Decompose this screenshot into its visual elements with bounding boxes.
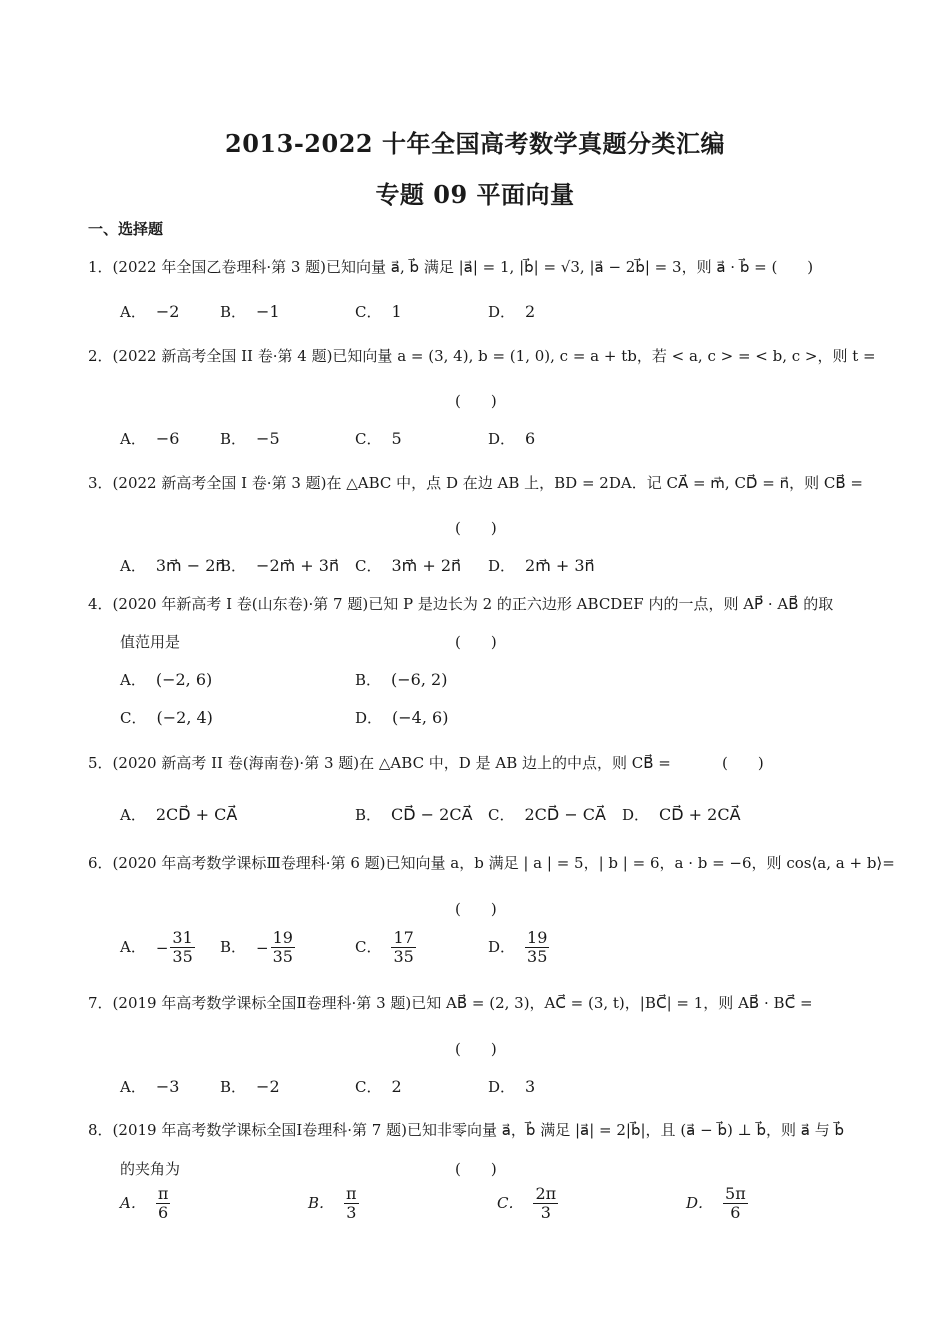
option-a <box>120 929 195 967</box>
minus-sign: − <box>155 938 169 957</box>
fraction-denominator: 6 <box>156 1203 171 1222</box>
option-c <box>355 301 402 322</box>
option-value: 2m⃗ + 3n⃗ <box>525 556 595 575</box>
option-c <box>488 804 606 825</box>
fraction-denominator: 3 <box>344 1203 359 1222</box>
fraction-denominator: 35 <box>393 947 414 967</box>
option-a <box>120 804 237 825</box>
option-value: 2CD⃗ + CA⃗ <box>155 805 238 824</box>
option-d <box>488 301 535 322</box>
question-text: 5．(2020 新高考 II 卷(海南卷)·第 3 题)在 △ABC 中，D 是 AB 边上的中点，则 CB⃗ = <box>88 754 671 772</box>
option-value: 3 <box>525 1077 536 1096</box>
option-value: 2 <box>525 302 536 321</box>
option-label: D． <box>488 937 516 956</box>
option-value: CD⃗ − 2CA⃗ <box>391 805 473 824</box>
option-value: (−2, 6) <box>155 670 213 689</box>
minus-sign: − <box>256 938 269 957</box>
option-b <box>308 1185 359 1223</box>
option-b <box>220 428 280 449</box>
option-label: C． <box>497 1193 524 1212</box>
option-value: (−4, 6) <box>392 708 449 727</box>
option-d <box>622 804 741 825</box>
option-d <box>488 555 595 576</box>
question-text: 6．(2020 年高考数学课标Ⅲ卷理科·第 6 题)已知向量 a，b 满足 | a | = 5，| b | = 6，a · b = −6，则 cos⟨a, a + b⟩= <box>88 854 895 872</box>
option-label: A． <box>120 430 146 448</box>
option-label: B． <box>220 430 247 448</box>
option-label: A． <box>120 1193 146 1212</box>
option-label: D． <box>622 806 650 824</box>
option-a <box>120 1076 179 1097</box>
fraction <box>391 929 415 967</box>
option-c <box>355 555 461 576</box>
option-value: −2m⃗ + 3n⃗ <box>256 556 340 575</box>
option-label: D． <box>488 430 516 448</box>
option-label: A． <box>120 1078 146 1096</box>
option-a <box>120 555 226 576</box>
option-value: 2 <box>391 1077 402 1096</box>
question-text: 8．(2019 年高考数学课标全国I卷理科·第 7 题)已知非零向量 a⃗，b⃗ 满足 |a⃗| = 2|b⃗|，且 (a⃗ − b⃗) ⊥ b⃗，则 a⃗ 与 b⃗ <box>88 1121 845 1139</box>
option-c <box>355 1076 402 1097</box>
option-b <box>220 929 295 967</box>
answer-paren: ( ) <box>455 633 497 651</box>
option-value: 1 <box>391 302 402 321</box>
option-label: C． <box>355 303 382 321</box>
option-value: −2 <box>155 302 180 321</box>
fraction-numerator: 19 <box>527 928 548 947</box>
option-d <box>488 428 535 449</box>
option-d <box>686 1185 748 1223</box>
fraction-numerator: π <box>346 1184 357 1203</box>
option-c <box>120 707 213 728</box>
section-heading: 一、选择题 <box>88 220 164 238</box>
option-a <box>120 301 179 322</box>
option-label: A． <box>120 806 146 824</box>
option-value: CD⃗ + 2CA⃗ <box>659 805 741 824</box>
option-label: B． <box>220 557 247 575</box>
answer-paren: ( ) <box>455 1160 497 1178</box>
question-text-cont: 的夹角为 <box>120 1160 181 1178</box>
option-value: 5 <box>391 429 402 448</box>
fraction <box>723 1185 748 1223</box>
option-b <box>220 1076 280 1097</box>
option-label: B． <box>355 806 382 824</box>
option-a <box>120 428 179 449</box>
option-value: −6 <box>155 429 180 448</box>
option-d <box>355 707 448 728</box>
option-value: (−6, 2) <box>391 670 448 689</box>
option-label: C． <box>355 937 382 956</box>
option-label: C． <box>355 1078 382 1096</box>
option-value: 3m⃗ − 2n⃗ <box>155 556 226 575</box>
fraction-denominator: 35 <box>272 947 293 967</box>
option-label: C． <box>120 709 147 727</box>
answer-paren: ( ) <box>455 900 497 918</box>
fraction <box>156 1185 171 1223</box>
option-label: A． <box>120 557 146 575</box>
option-label: D． <box>488 303 516 321</box>
document-subtitle: 专题 09 平面向量 <box>375 180 575 209</box>
option-label: D． <box>686 1193 714 1212</box>
option-value: −2 <box>256 1077 280 1096</box>
option-value: −1 <box>256 302 280 321</box>
option-d <box>488 929 549 967</box>
option-b <box>220 555 339 576</box>
fraction <box>170 929 194 967</box>
fraction-denominator: 6 <box>723 1203 748 1222</box>
option-label: C． <box>355 557 382 575</box>
answer-paren: ( ) <box>722 754 764 772</box>
fraction-numerator: 17 <box>393 928 414 947</box>
option-value: (−2, 4) <box>156 708 213 727</box>
fraction <box>525 929 549 967</box>
option-label: B． <box>308 1193 335 1212</box>
fraction-denominator: 3 <box>533 1203 558 1222</box>
fraction <box>344 1185 359 1223</box>
option-b <box>355 669 447 690</box>
fraction <box>271 929 295 967</box>
option-value: −3 <box>155 1077 180 1096</box>
fraction-numerator: 2π <box>535 1184 557 1203</box>
option-label: C． <box>488 806 515 824</box>
fraction-denominator: 35 <box>172 947 193 967</box>
question-text: 3．(2022 新高考全国 I 卷·第 3 题)在 △ABC 中，点 D 在边 AB 上，BD = 2DA．记 CA⃗ = m⃗, CD⃗ = n⃗，则 CB⃗ = <box>88 474 863 492</box>
option-label: D． <box>488 1078 516 1096</box>
option-label: C． <box>355 430 382 448</box>
option-a <box>120 1185 170 1223</box>
fraction-numerator: π <box>157 1184 169 1203</box>
option-label: A． <box>120 937 146 956</box>
fraction-denominator: 35 <box>527 947 548 967</box>
option-value: −5 <box>256 429 280 448</box>
fraction <box>533 1185 558 1223</box>
answer-paren: ( ) <box>455 519 497 537</box>
option-c <box>497 1185 558 1223</box>
option-value: 6 <box>525 429 536 448</box>
option-d <box>488 1076 535 1097</box>
option-a <box>120 669 212 690</box>
option-c <box>355 929 416 967</box>
question-text: 7．(2019 年高考数学课标全国Ⅱ卷理科·第 3 题)已知 AB⃗ = (2, 3)，AC⃗ = (3, t)，|BC⃗| = 1，则 AB⃗ · BC⃗ = <box>88 994 813 1012</box>
fraction-numerator: 31 <box>172 928 193 947</box>
option-c <box>355 428 402 449</box>
option-label: A． <box>120 671 146 689</box>
option-label: B． <box>355 671 382 689</box>
fraction-numerator: 5π <box>725 1184 746 1203</box>
option-label: D． <box>355 709 383 727</box>
option-b <box>220 301 280 322</box>
option-label: B． <box>220 1078 247 1096</box>
answer-paren: ( ) <box>455 1040 497 1058</box>
question-text-cont: 值范用是 <box>120 633 181 651</box>
question-text: 4．(2020 年新高考 I 卷(山东卷)·第 7 题)已知 P 是边长为 2 的正六边形 ABCDEF 内的一点，则 AP⃗ · AB⃗ 的取 <box>88 595 834 613</box>
option-label: B． <box>220 937 247 956</box>
question-text: 1．(2022 年全国乙卷理科·第 3 题)已知向量 a⃗, b⃗ 满足 |a⃗| = 1, |b⃗| = √3, |a⃗ − 2b⃗| = 3，则 a⃗ · b⃗ = ( ) <box>88 258 814 276</box>
fraction-numerator: 19 <box>272 928 293 947</box>
option-label: D． <box>488 557 516 575</box>
option-b <box>355 804 473 825</box>
option-value: 3m⃗ + 2n⃗ <box>391 556 462 575</box>
question-text: 2．(2022 新高考全国 II 卷·第 4 题)已知向量 a = (3, 4), b = (1, 0), c = a + tb，若 < a, c > = < b, c >，则 t = <box>88 347 876 365</box>
document-title: 2013-2022 十年全国高考数学真题分类汇编 <box>225 129 725 158</box>
option-label: B． <box>220 303 247 321</box>
option-label: A． <box>120 303 146 321</box>
option-value: 2CD⃗ − CA⃗ <box>524 805 606 824</box>
answer-paren: ( ) <box>455 392 497 410</box>
